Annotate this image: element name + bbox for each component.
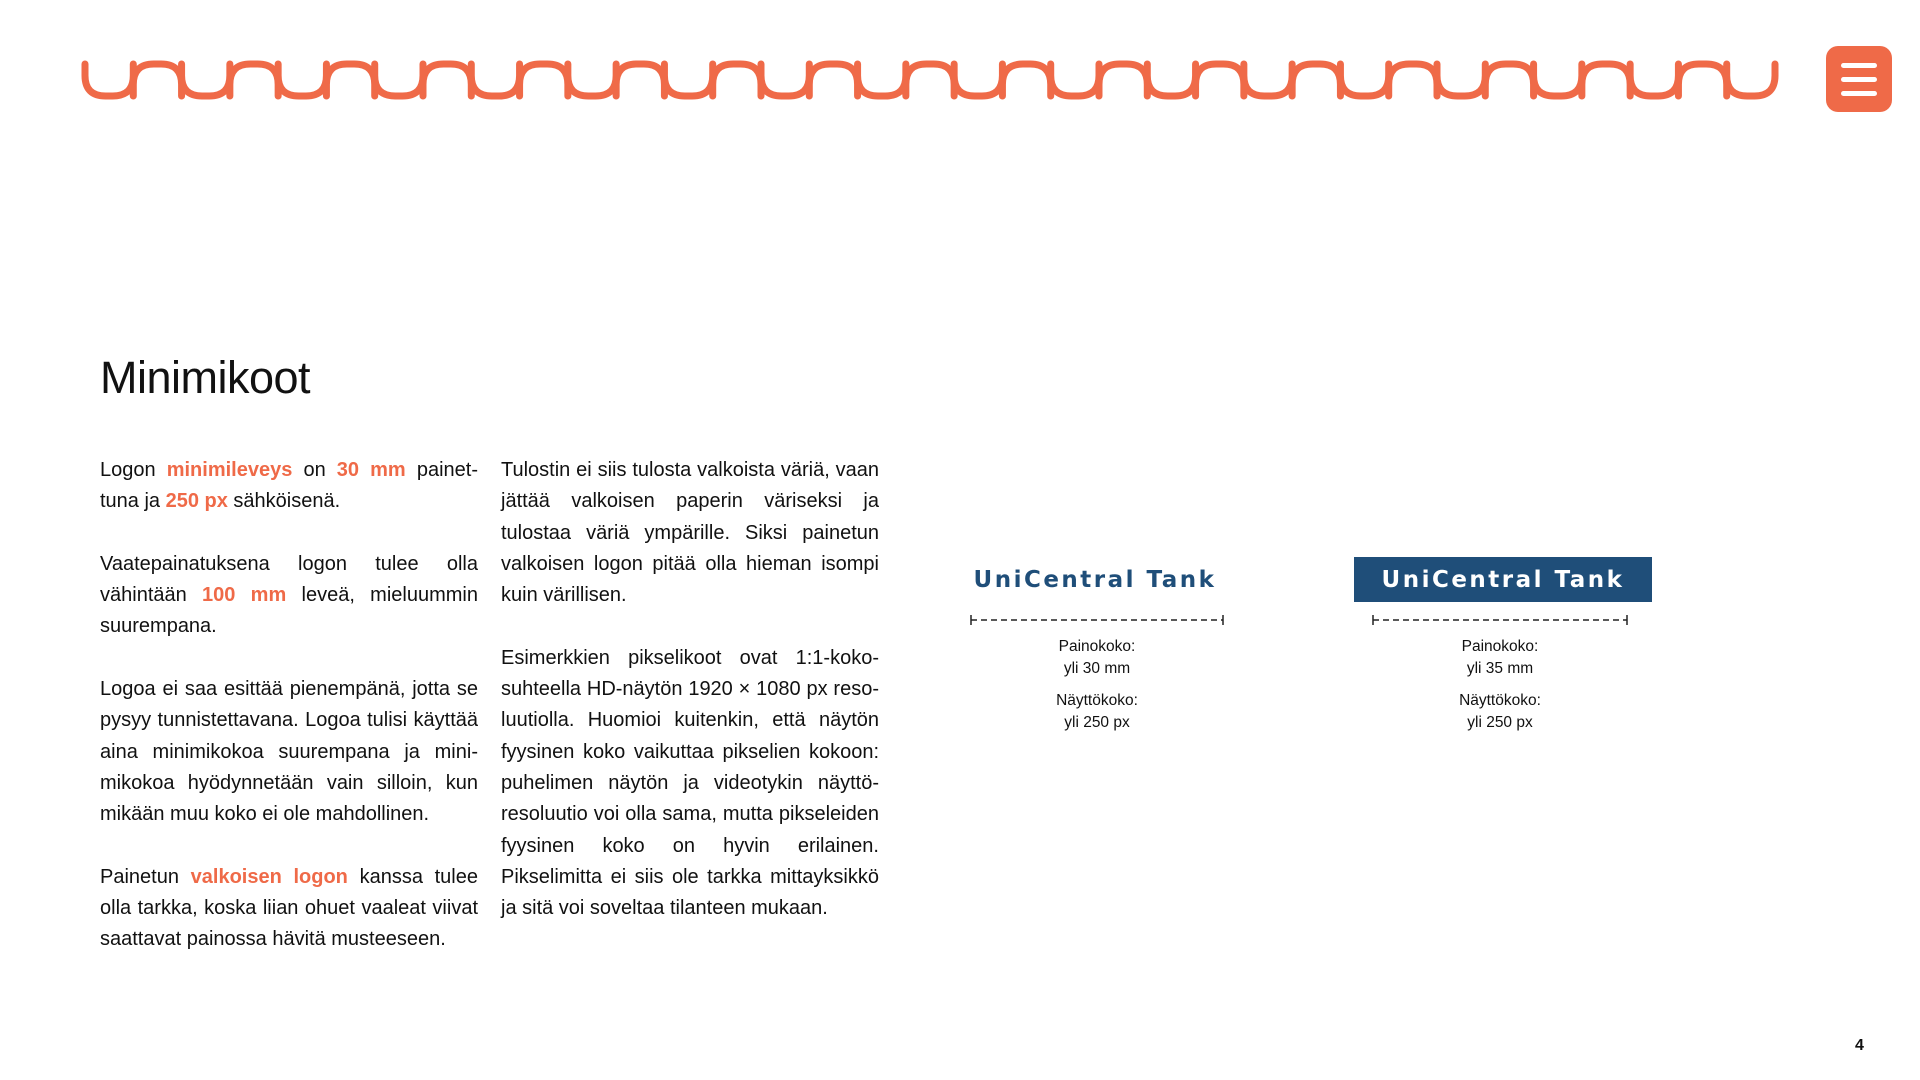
- logo-example-colored: [970, 557, 1220, 602]
- logo-wordmark: UniCentral Tank: [1381, 566, 1625, 593]
- print-size-value: yli 30 mm: [1063, 660, 1131, 677]
- text-run: sähköisenä.: [227, 490, 341, 513]
- paragraph-printer-white: Tulostin ei siis tulosta valkoista väriä, vaan jättää valkoisen paperin väriseksi ja tulostaa väriä ympärille. Siksi painetun valkoisen logon pitää olla hieman isompi kuin värillisen.: [501, 459, 879, 607]
- width-measure-line: [1372, 614, 1628, 626]
- text-column-left: [100, 455, 478, 987]
- text-run: leveä, mieluummin suurempana.: [100, 584, 478, 638]
- screen-size-label: Näyttökoko:: [1459, 692, 1541, 709]
- highlight-text: 30 mm: [336, 459, 406, 481]
- wave-pattern-icon: [85, 64, 1775, 96]
- hamburger-menu-icon-bar: [1841, 63, 1877, 68]
- text-run: on: [292, 459, 337, 481]
- highlight-text: minimileveys: [166, 459, 293, 481]
- hamburger-menu-icon-bar: [1841, 77, 1877, 82]
- page-title: Minimikoot: [100, 352, 311, 403]
- logo-size-info-navy: [1400, 636, 1600, 744]
- print-size-label: Painokoko:: [1058, 638, 1136, 655]
- text-run: kanssa tulee olla tarkka, koska liian ohuet vaaleat viivat saattavat painossa hävitä musteeseen.: [100, 865, 478, 951]
- paragraph-recognizability: Logoa ei saa esittää pienempänä, jotta se pysyy tunnistettavana. Logoa tulisi käyttää aina minimikokoa suurempana ja minimikokoa hyödynnetään vain silloin, kun mikään muu koko ei ole mahdollinen.: [100, 678, 478, 826]
- text-run: Vaatepainatuksena logon tulee olla vähintään: [100, 552, 478, 607]
- page-number: 4: [1855, 1037, 1864, 1054]
- paragraph-minimum-width: [100, 455, 478, 518]
- header-wave-pattern: [80, 58, 1780, 102]
- screen-size-label: Näyttökoko:: [1056, 692, 1138, 709]
- text-run: painettuna ja: [100, 459, 478, 513]
- paragraph-pixel-sizes: Esimerkkien pikselikoot ovat 1:1-kokosuhteella HD-näytön 1920 × 1080 px resoluutiolla. Huomioi kuitenkin, että näytön fyysinen koko vaikuttaa pikselien kokoon: puhelimen näytön ja videotykin näyttöresoluutio voi olla sama, mutta pikseleiden fyysinen koko on hyvin erilainen. Pikselimitta ei siis ole tarkka mittayksikkö ja sitä voi soveltaa tilanteen mukaan.: [501, 646, 879, 920]
- logo-wordmark: UniCentral Tank: [973, 566, 1217, 593]
- highlight-text: valkoisen logon: [190, 865, 348, 888]
- menu-button[interactable]: [1826, 46, 1892, 112]
- paragraph-textile-print: [100, 549, 478, 643]
- print-size-label: Painokoko:: [1461, 638, 1539, 655]
- width-measure-line: [970, 614, 1224, 626]
- logo-example-white-on-navy: [1354, 557, 1652, 602]
- screen-size-value: yli 250 px: [1064, 714, 1130, 731]
- paragraph-white-logo: [100, 862, 478, 956]
- highlight-text: 250 px: [165, 490, 228, 513]
- logo-size-info-colored: [997, 636, 1197, 744]
- text-run: Logon: [100, 459, 167, 481]
- screen-size-value: yli 250 px: [1467, 714, 1533, 731]
- highlight-text: 100 mm: [202, 584, 287, 607]
- print-size-value: yli 35 mm: [1466, 660, 1534, 677]
- hamburger-menu-icon-bar: [1841, 91, 1877, 96]
- text-column-right: [501, 455, 879, 956]
- text-run: Painetun: [100, 865, 191, 888]
